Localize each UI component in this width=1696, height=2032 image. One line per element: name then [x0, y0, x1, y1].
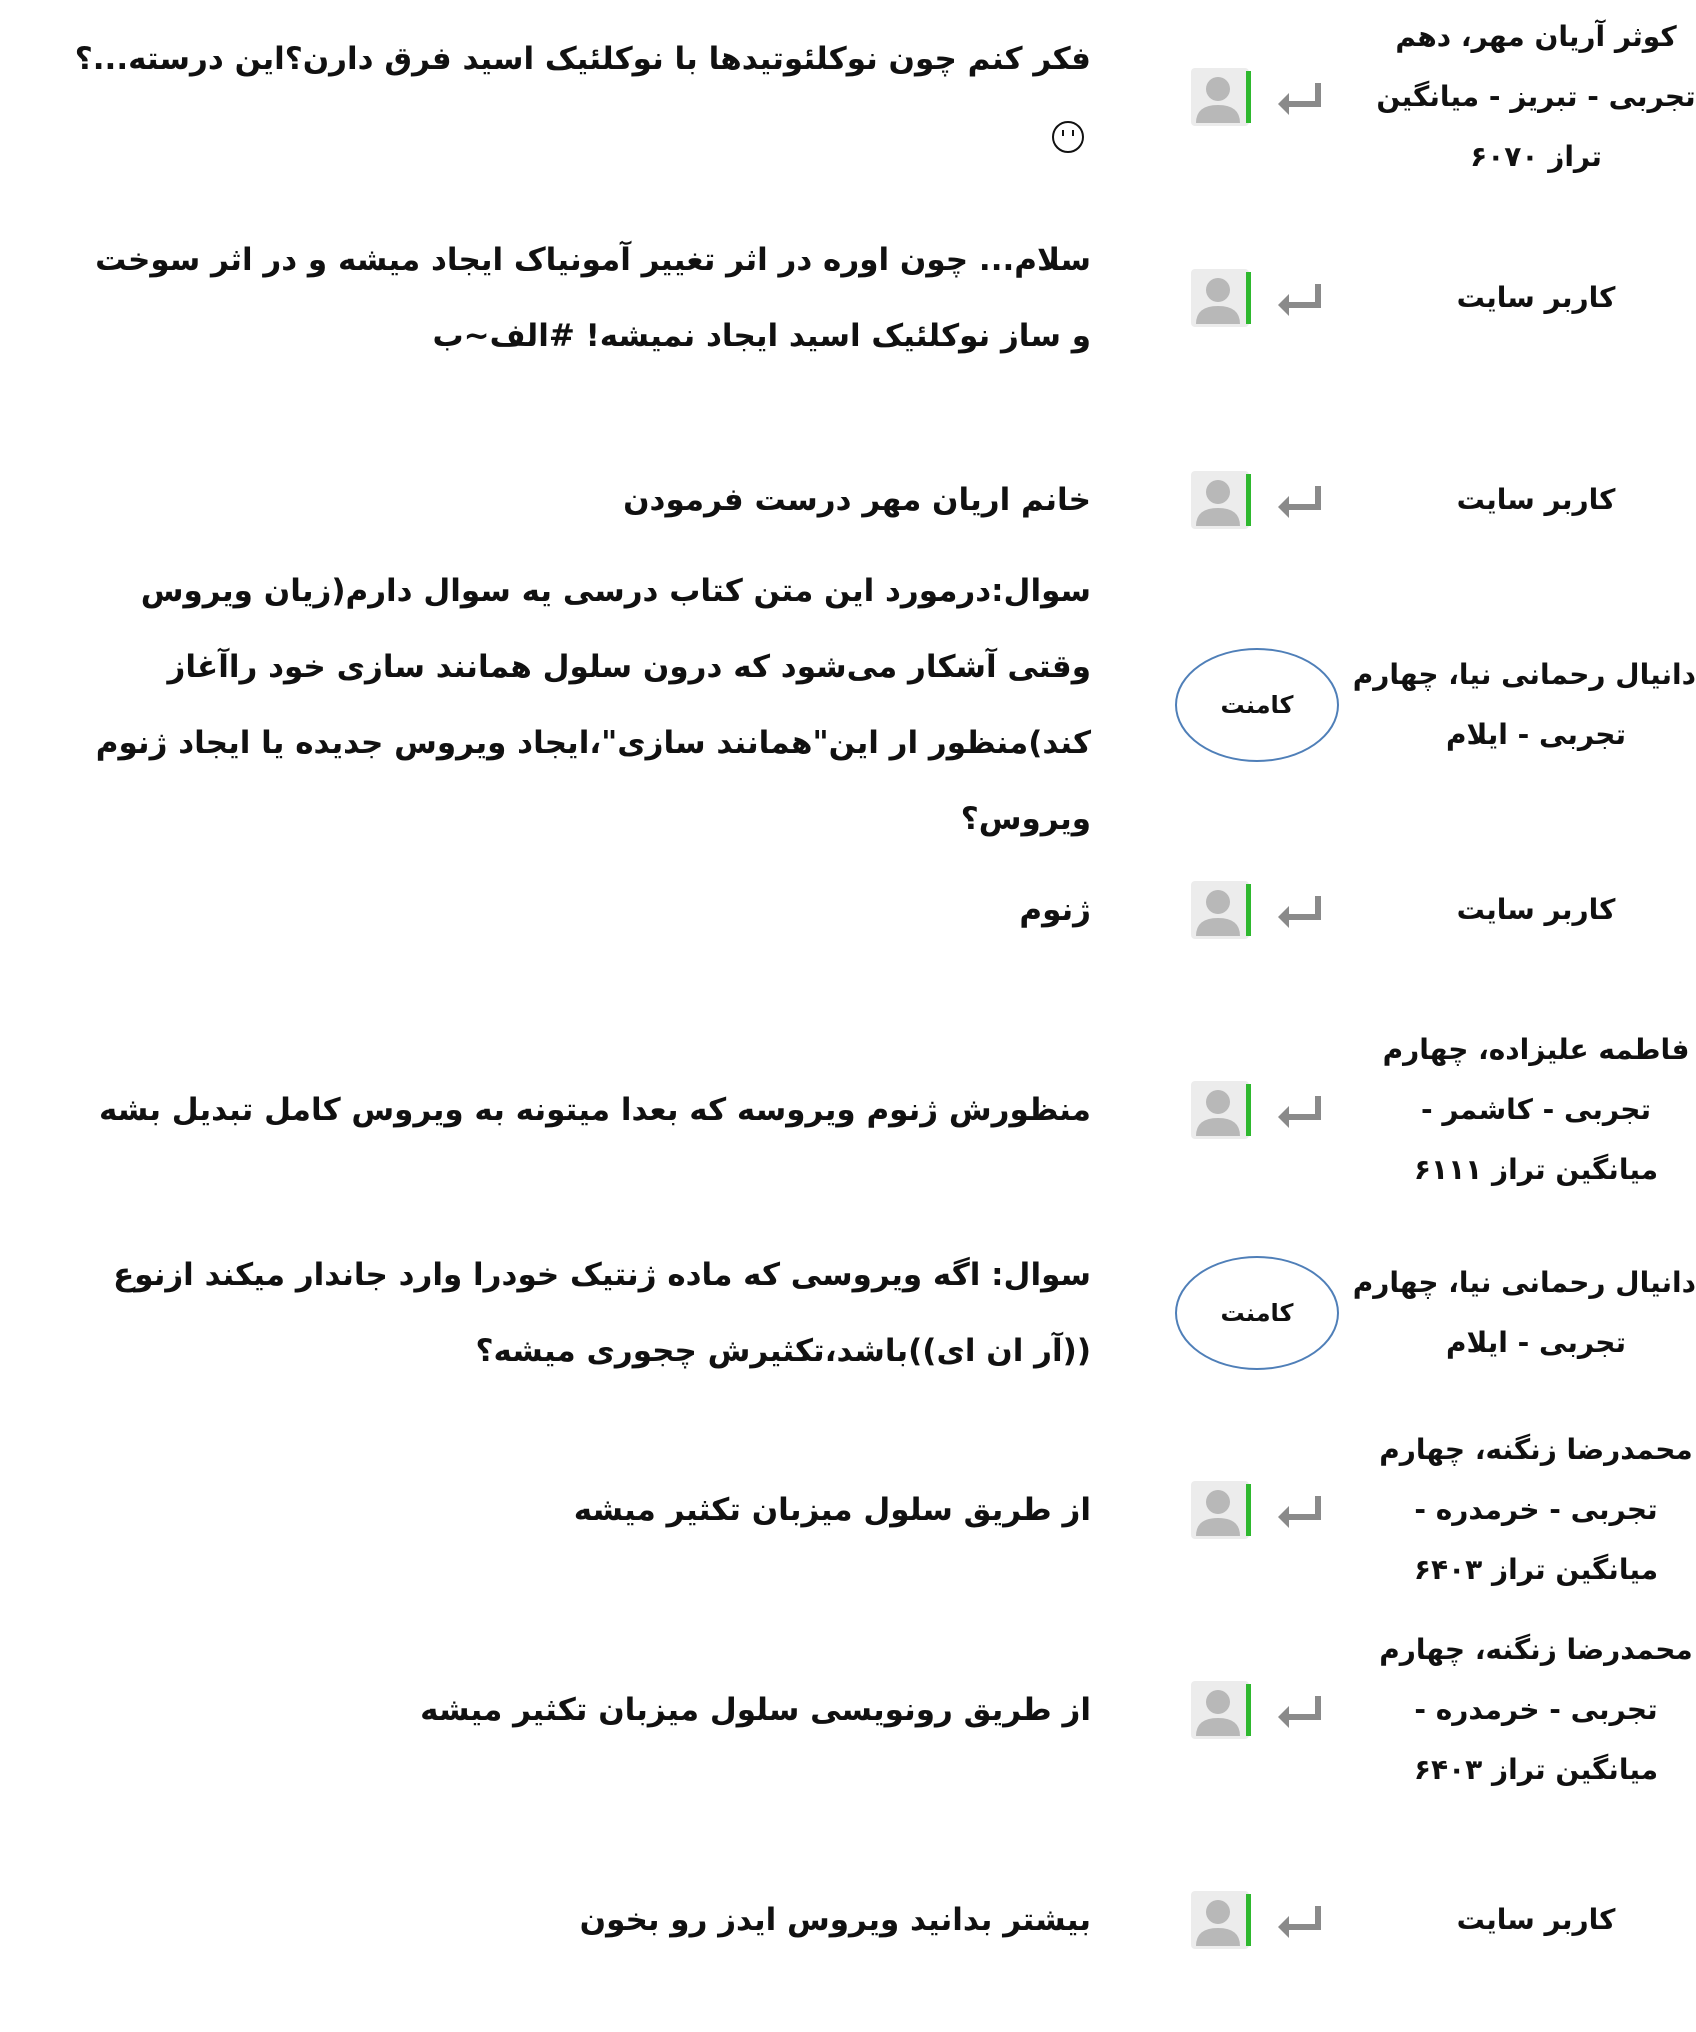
- author-line: محمدرضا زنگنه، چهارم: [1379, 1433, 1693, 1466]
- comment-body: سوال:درمورد این متن کتاب درسی یه سوال دارم(زیان ویروس وقتی آشکار می‌شود که درون سلول همانند سازی خود راآغاز کند)منظور ار این"همانند سازی"،ایجاد ویروس جدیده یا ایجاد ژنوم ویروس؟: [95, 573, 1091, 837]
- author-info: [1352, 645, 1696, 765]
- author-info: [1376, 1620, 1696, 1800]
- comment-body: سلام... چون اوره در اثر تغییر آمونیاک ایجاد میشه و در اثر سوخت و ساز نوکلئیک اسید ایجاد نمیشه! #الف~ب: [95, 241, 1091, 354]
- comment-text: [71, 1237, 1091, 1389]
- reply-icon[interactable]: [1275, 278, 1323, 318]
- comment-text: [71, 1672, 1091, 1748]
- author-line: کوثر آریان مهر، دهم: [1395, 20, 1677, 53]
- comment-body: ژنوم: [1019, 892, 1091, 928]
- author-info: [1376, 1020, 1696, 1200]
- author-line: کاربر سایت: [1456, 483, 1616, 516]
- reply-icon[interactable]: [1275, 1490, 1323, 1530]
- comment-body: از طریق رونویسی سلول میزبان تکثیر میشه: [420, 1692, 1091, 1728]
- avatar-icon: [1190, 1680, 1254, 1740]
- author-line: کاربر سایت: [1456, 1903, 1616, 1936]
- comment-body: از طریق سلول میزبان تکثیر میشه: [573, 1492, 1091, 1528]
- author-line: تجربی - کاشمر -: [1421, 1093, 1651, 1126]
- comment-text: [71, 872, 1091, 948]
- avatar-icon: [1190, 1890, 1254, 1950]
- comment-row: [0, 573, 1696, 837]
- comment-row: [0, 1235, 1696, 1390]
- comment-row: [0, 12, 1696, 182]
- comment-row: [0, 460, 1696, 540]
- reply-icon[interactable]: [1275, 77, 1323, 117]
- smiley-icon: [1051, 120, 1085, 154]
- author-line: میانگین تراز ۶۴۰۳: [1413, 1553, 1659, 1586]
- author-line: دانیال رحمانی نیا، چهارم: [1352, 1265, 1696, 1299]
- reply-icon[interactable]: [1275, 1090, 1323, 1130]
- author-line: تجربی - خرمدره -: [1414, 1693, 1658, 1726]
- author-info: [1376, 470, 1696, 530]
- comment-body: سوال: اگه ویروسی که ماده ژنتیک خودرا وارد جاندار میکند ازنوع ((آر ان ای))باشد،تکثیرش چجوری میشه؟: [113, 1256, 1091, 1369]
- reply-icon[interactable]: [1275, 890, 1323, 930]
- author-line: تجربی - ایلام: [1446, 718, 1626, 751]
- comment-text: [71, 462, 1091, 538]
- reply-icon[interactable]: [1275, 480, 1323, 520]
- author-line: فاطمه علیزاده، چهارم: [1382, 1033, 1690, 1066]
- avatar-icon: [1190, 1480, 1254, 1540]
- comment-text: [71, 1882, 1091, 1958]
- author-line: کاربر سایت: [1456, 280, 1616, 314]
- comment-button[interactable]: کامنت: [1175, 648, 1339, 762]
- author-line: کاربر سایت: [1456, 893, 1616, 926]
- author-info: [1376, 880, 1696, 940]
- comment-text: [71, 1472, 1091, 1548]
- author-info: [1376, 1420, 1696, 1600]
- avatar-icon: [1190, 268, 1254, 328]
- comment-row: [0, 1015, 1696, 1205]
- author-line: دانیال رحمانی نیا، چهارم: [1352, 658, 1696, 691]
- author-line: محمدرضا زنگنه، چهارم: [1379, 1633, 1693, 1666]
- comment-text: [71, 553, 1091, 857]
- comment-button[interactable]: کامنت: [1175, 1256, 1339, 1370]
- comment-body: منظورش ژنوم ویروسه که بعدا میتونه به ویروس کامل تبدیل بشه: [99, 1092, 1091, 1128]
- comment-body: فکر کنم چون نوکلئوتیدها با نوکلئیک اسید فرق دارن؟این درسته...؟: [74, 41, 1091, 77]
- comment-row: [0, 1880, 1696, 1960]
- avatar-icon: [1190, 880, 1254, 940]
- comment-body: بیشتر بدانید ویروس ایدز رو بخون: [579, 1902, 1091, 1938]
- comment-row: [0, 1615, 1696, 1805]
- avatar-icon: [1190, 67, 1254, 127]
- author-line: تجربی - ایلام: [1446, 1325, 1626, 1359]
- author-info: [1376, 268, 1696, 328]
- comment-text: [71, 1072, 1091, 1148]
- comment-text: [71, 21, 1091, 173]
- author-info: [1376, 1890, 1696, 1950]
- comment-row: [0, 220, 1696, 375]
- author-line: تجربی - تبریز - میانگین: [1376, 80, 1696, 113]
- author-line: میانگین تراز ۶۴۰۳: [1413, 1753, 1659, 1786]
- comment-row: [0, 1415, 1696, 1605]
- comment-text: [71, 222, 1091, 374]
- reply-icon[interactable]: [1275, 1690, 1323, 1730]
- comment-body: خانم اریان مهر درست فرمودن: [623, 482, 1091, 518]
- author-line: تجربی - خرمدره -: [1414, 1493, 1658, 1526]
- avatar-icon: [1190, 1080, 1254, 1140]
- author-line: تراز ۶۰۷۰: [1470, 140, 1602, 173]
- avatar-icon: [1190, 470, 1254, 530]
- comment-row: [0, 870, 1696, 950]
- author-info: [1352, 1253, 1696, 1373]
- author-info: [1376, 7, 1696, 187]
- author-line: میانگین تراز ۶۱۱۱: [1413, 1153, 1659, 1186]
- reply-icon[interactable]: [1275, 1900, 1323, 1940]
